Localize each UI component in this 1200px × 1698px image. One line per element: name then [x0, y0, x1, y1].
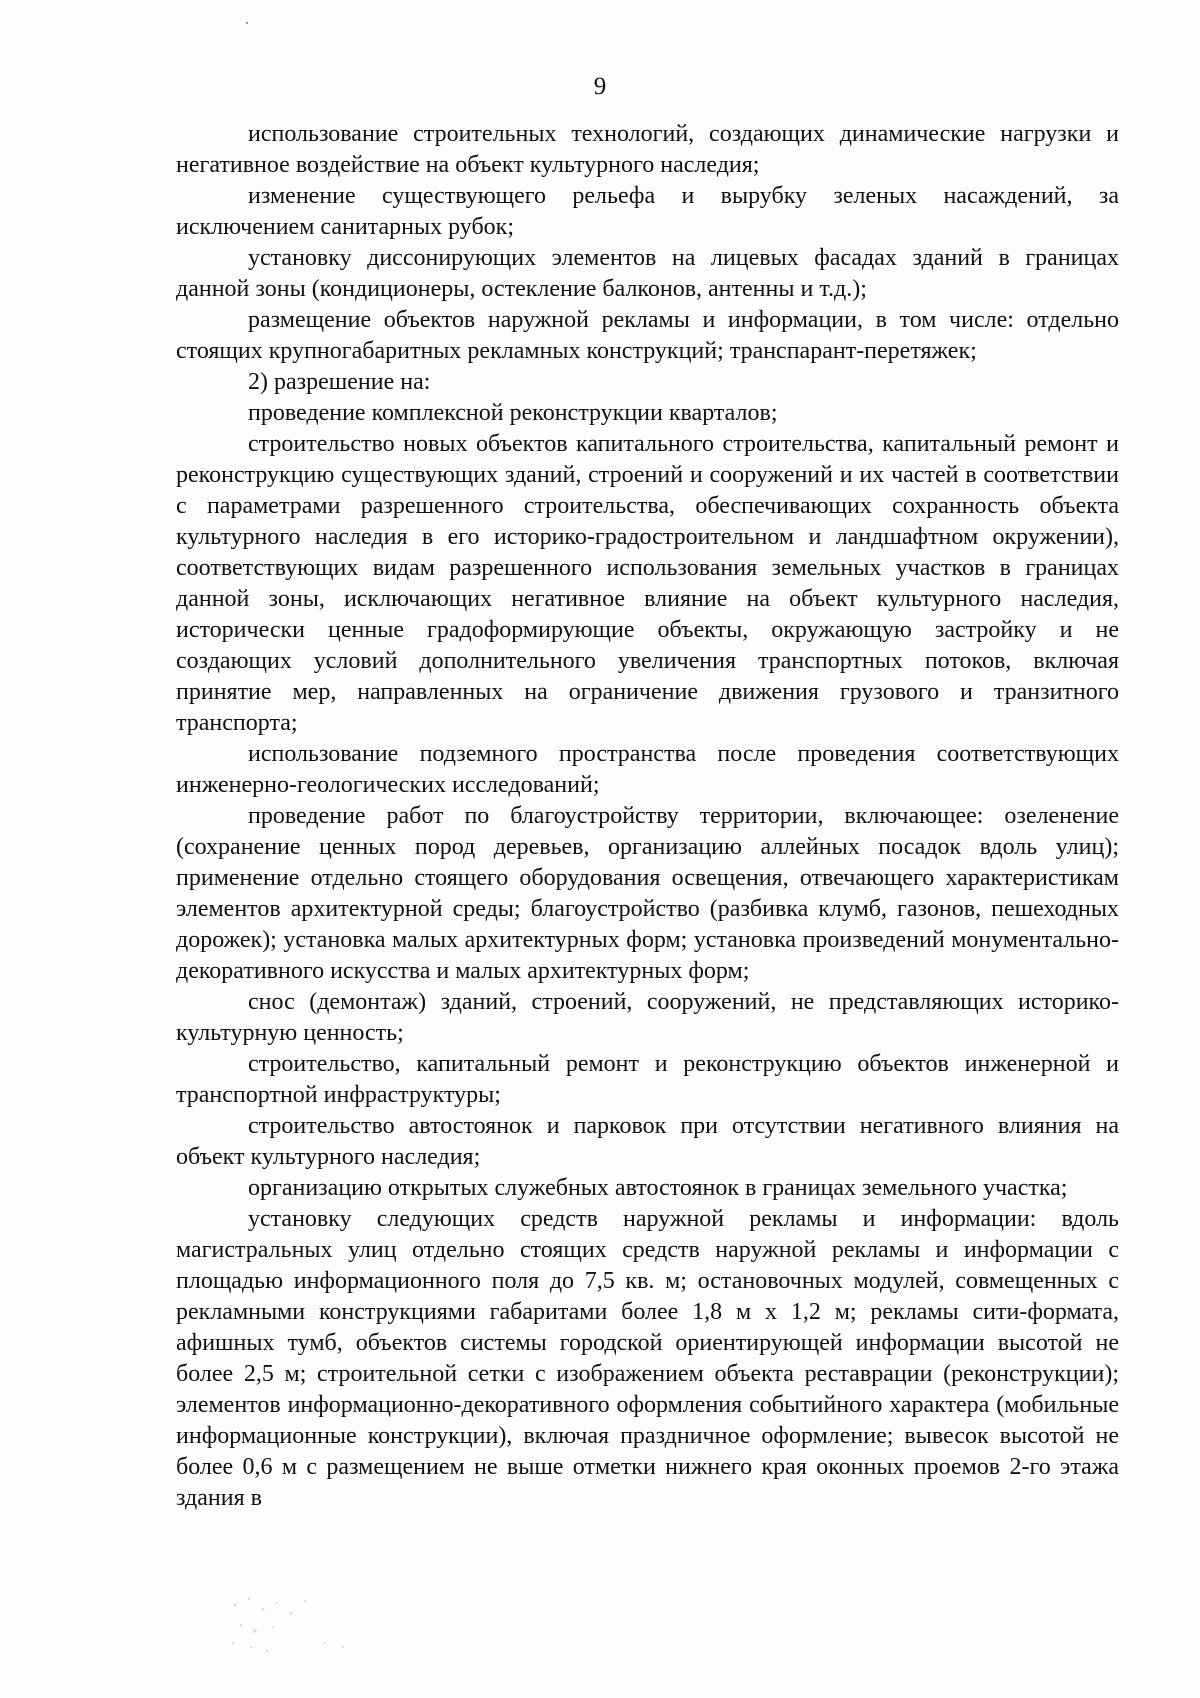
paragraph-12: строительство автостоянок и парковок при отсутствии негативного влияния на объект культурного наследия; [176, 1113, 1119, 1170]
paragraph-10: снос (демонтаж) зданий, строений, сооружений, не представляющих историко-культурную ценность; [176, 989, 1119, 1046]
paragraph-13: организацию открытых служебных автостоянок в границах земельного участка; [248, 1175, 1068, 1201]
page-number: 9 [593, 73, 607, 100]
paragraph-5: 2) разрешение на: [248, 369, 431, 395]
paragraph-8: использование подземного пространства после проведения соответствующих инженерно-геологических исследований; [176, 741, 1119, 798]
paragraph-3: установку диссонирующих элементов на лицевых фасадах зданий в границах данной зоны (кондиционеры, остекление балконов, антенны и т.д.); [176, 245, 1119, 302]
scan-speck [246, 22, 248, 24]
paragraph-14: установку следующих средств наружной рекламы и информации: вдоль магистральных улиц отдельно стоящих средств наружной рекламы и информации с площадью информационного поля до 7,5 кв. м; остановочных модулей, совмещенных с рекламными конструкциями габаритами более 1,8 м х 1,2 м; рекламы сити-формата, афишных тумб, объектов системы городской ориентирующей информации высотой не более 2,5 м; строительной сетки с изображением объекта реставрации (реконструкции); элементов информационно-декоративного оформления событийного характера (мобильные информационные конструкции), включая праздничное оформление; вывесок высотой не более 0,6 м с размещением не выше отметки нижнего края оконных проемов 2-го этажа здания в [176, 1206, 1119, 1511]
paragraph-9: проведение работ по благоустройству территории, включающее: озеленение (сохранение ценных пород деревьев, организацию аллейных посадок вдоль улиц); применение отдельно стоящего оборудования освещения, отвечающего характеристикам элементов архитектурной среды; благоустройство (разбивка клумб, газонов, пешеходных дорожек); установка малых архитектурных форм; установка произведений монументально-декоративного искусства и малых архитектурных форм; [176, 803, 1119, 984]
paragraph-1: использование строительных технологий, создающих динамические нагрузки и негативное воздействие на объект культурного наследия; [176, 121, 1119, 178]
paragraph-6: проведение комплексной реконструкции кварталов; [248, 400, 778, 426]
paragraph-11: строительство, капитальный ремонт и реконструкцию объектов инженерной и транспортной инфраструктуры; [176, 1051, 1119, 1108]
paragraph-4: размещение объектов наружной рекламы и информации, в том числе: отдельно стоящих крупногабаритных рекламных конструкций; транспарант-перетяжек; [176, 307, 1119, 364]
stamp-smudge [215, 1585, 365, 1665]
paragraph-7: строительство новых объектов капитального строительства, капитальный ремонт и реконструкцию существующих зданий, строений и сооружений и их частей в соответствии с параметрами разрешенного строительства, обеспечивающих сохранность объекта культурного наследия в его историко-градостроительном и ландшафтном окружении), соответствующих видам разрешенного использования земельных участков в границах данной зоны, исключающих негативное влияние на объект культурного наследия, исторически ценные градоформирующие объекты, окружающую застройку и не создающих условий дополнительного увеличения транспортных потоков, включая принятие мер, направленных на ограничение движения грузового и транзитного транспорта; [176, 431, 1119, 736]
body-text [176, 119, 1119, 1514]
paragraph-2: изменение существующего рельефа и вырубку зеленых насаждений, за исключением санитарных рубок; [176, 183, 1119, 240]
